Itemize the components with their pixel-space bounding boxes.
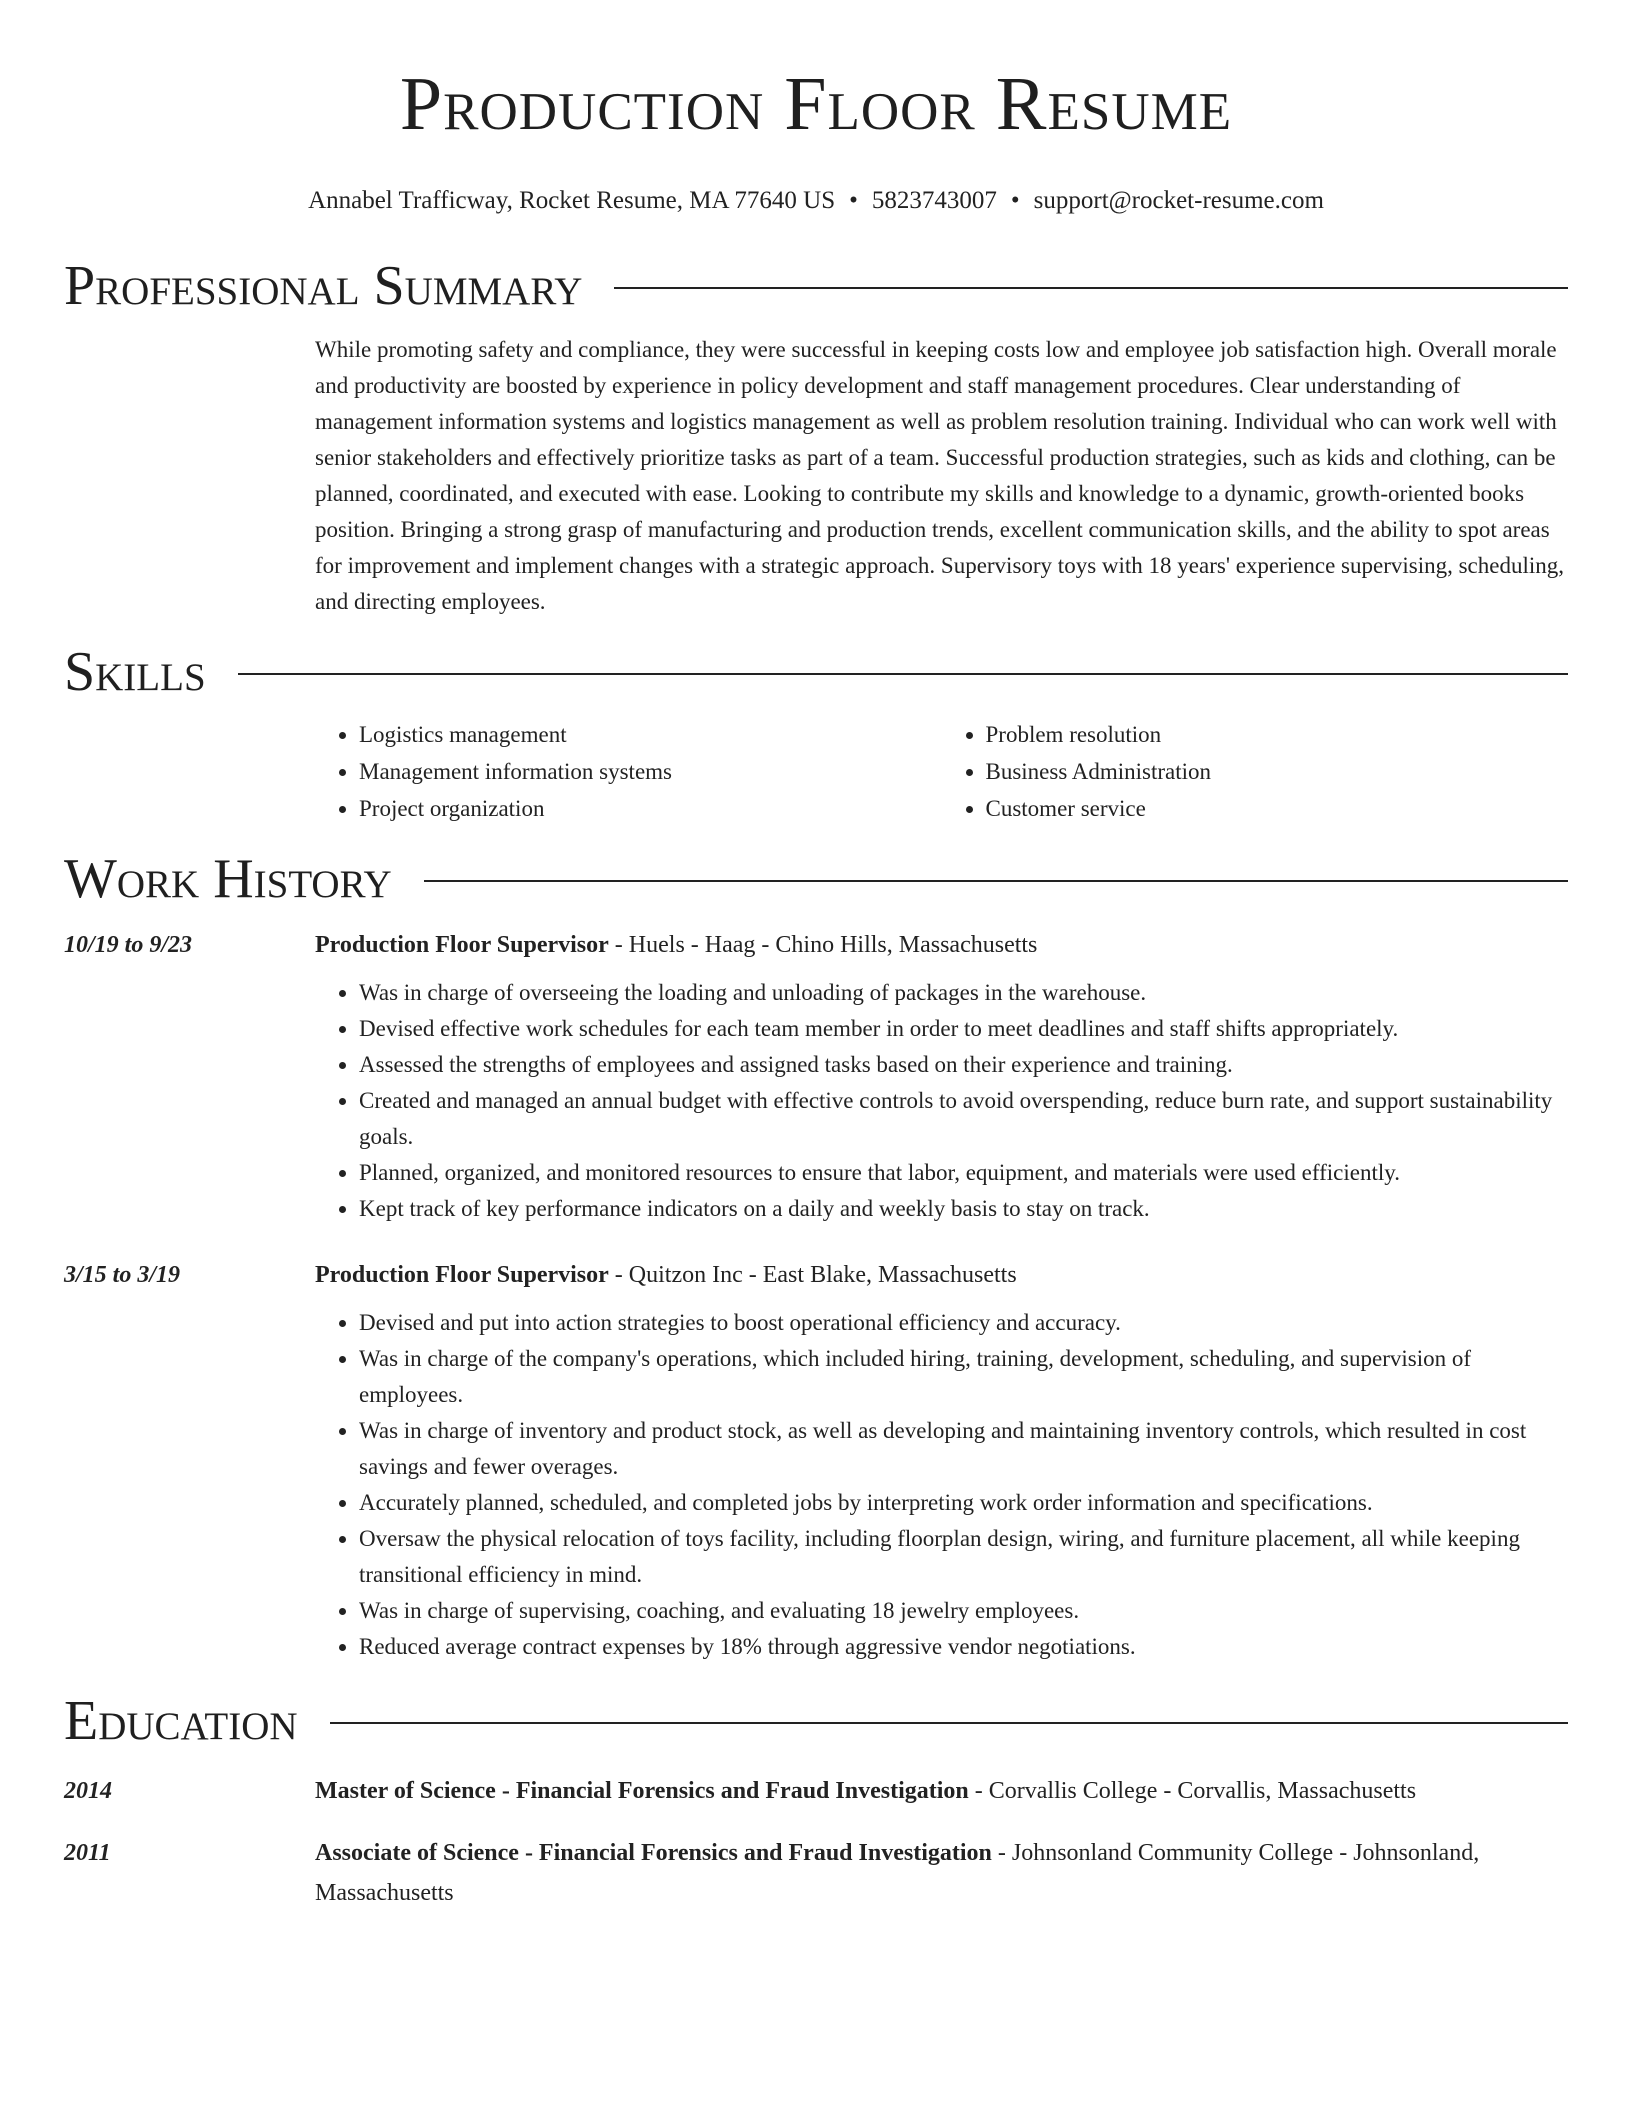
job-bullet: • Devised effective work schedules for each team member in order to meet deadlines and staff shifts appropriately. [359,1011,1568,1047]
job-bullet: • Accurately planned, scheduled, and completed jobs by interpreting work order information and specifications. [359,1485,1568,1521]
work-section [64,847,1568,1665]
job-header [315,1255,1568,1295]
education-school: - Corvallis College - Corvallis, Massachusetts [968,1778,1417,1804]
job-bullet: • Devised and put into action strategies to boost operational efficiency and accuracy. [359,1305,1568,1341]
education-title: Education [64,1690,298,1752]
summary-section [64,254,1568,620]
section-divider [238,673,1568,675]
job-bullets [315,975,1568,1227]
summary-text: While promoting safety and compliance, they were successful in keeping costs low and employee job satisfaction high. Overall morale and productivity are boosted by experience in policy development and staff management procedures. Clear understanding of management information systems and logistics management as well as problem resolution training. Individual who can work well with senior stakeholders and effectively prioritize tasks as part of a team. Successful production strategies, such as kids and clothing, can be planned, coordinated, and executed with ease. Looking to contribute my skills and knowledge to a dynamic, growth-oriented books position. Bringing a strong grasp of manufacturing and production trends, excellent communication skills, and the ability to spot areas for improvement and implement changes with a strategic approach. Supervisory toys with 18 years' experience supervising, scheduling, and directing employees. [315,337,1564,614]
job-employer: - Huels - Haag - Chino Hills, Massachusetts [608,932,1038,958]
job-bullet: • Kept track of key performance indicators on a daily and weekly basis to stay on track. [359,1191,1568,1227]
skills-section [64,640,1568,827]
education-year: 2014 [64,1778,112,1804]
skills-list-left [315,716,942,827]
skill-item: • Problem resolution [986,716,1569,753]
section-divider [424,880,1568,882]
contact-line [64,184,1568,218]
job-bullet: • Was in charge of overseeing the loading and unloading of packages in the warehouse. [359,975,1568,1011]
job-bullets [315,1305,1568,1665]
education-degree: Associate of Science - Financial Forensics and Fraud Investigation [315,1840,992,1866]
skills-title: Skills [64,641,206,703]
job-entry [64,925,1568,1227]
education-entry [64,1833,1568,1913]
education-details [315,1833,1568,1913]
contact-phone: 5823743007 [871,187,997,214]
job-dates: 10/19 to 9/23 [64,932,193,958]
skills-columns [315,716,1568,827]
work-title: Work History [64,848,392,910]
education-entry [64,1771,1568,1811]
education-year: 2011 [64,1840,111,1866]
contact-address: Annabel Trafficway, Rocket Resume, MA 77640 US [308,187,836,214]
skill-item: • Logistics management [359,716,942,753]
skills-list-right [942,716,1569,827]
skill-item: • Management information systems [359,753,942,790]
job-role: Production Floor Supervisor [315,1262,609,1288]
job-bullet: • Assessed the strengths of employees and assigned tasks based on their experience and training. [359,1047,1568,1083]
education-school: - Johnsonland Community College - Johnsonland, Massachusetts [315,1840,1480,1906]
job-dates: 3/15 to 3/19 [64,1262,181,1288]
job-role: Production Floor Supervisor [315,932,609,958]
resume-title: Production Floor Resume [399,62,1233,146]
job-bullet: • Reduced average contract expenses by 18% through aggressive vendor negotiations. [359,1629,1568,1665]
job-employer: - Quitzon Inc - East Blake, Massachusetts [608,1262,1017,1288]
job-bullet: • Planned, organized, and monitored resources to ensure that labor, equipment, and materials were used efficiently. [359,1155,1568,1191]
contact-email: support@rocket-resume.com [1033,187,1324,214]
contact-separator: • [849,187,858,214]
education-degree: Master of Science - Financial Forensics and Fraud Investigation [315,1778,969,1804]
job-header [315,925,1568,965]
job-bullet: • Was in charge of supervising, coaching, and evaluating 18 jewelry employees. [359,1593,1568,1629]
education-header [64,1689,1568,1753]
summary-title: Professional Summary [64,255,583,317]
job-bullet: • Oversaw the physical relocation of toys facility, including floorplan design, wiring, and furniture placement, all while keeping transitional efficiency in mind. [359,1521,1568,1593]
skills-header [64,640,1568,704]
skill-item: • Business Administration [986,753,1569,790]
job-bullet: • Was in charge of inventory and product stock, as well as developing and maintaining inventory controls, which resulted in cost savings and fewer overages. [359,1413,1568,1485]
section-divider [614,287,1568,289]
skill-item: • Project organization [359,790,942,827]
contact-separator: • [1010,187,1020,214]
skill-item: • Customer service [986,790,1569,827]
education-section [64,1689,1568,1913]
job-entry [64,1255,1568,1665]
section-divider [330,1722,1568,1724]
job-bullet: • Created and managed an annual budget with effective controls to avoid overspending, reduce burn rate, and support sustainability goals. [359,1083,1568,1155]
summary-header [64,254,1568,318]
education-details [315,1771,1568,1811]
job-bullet: • Was in charge of the company's operations, which included hiring, training, development, scheduling, and supervision of employees. [359,1341,1568,1413]
work-header [64,847,1568,911]
